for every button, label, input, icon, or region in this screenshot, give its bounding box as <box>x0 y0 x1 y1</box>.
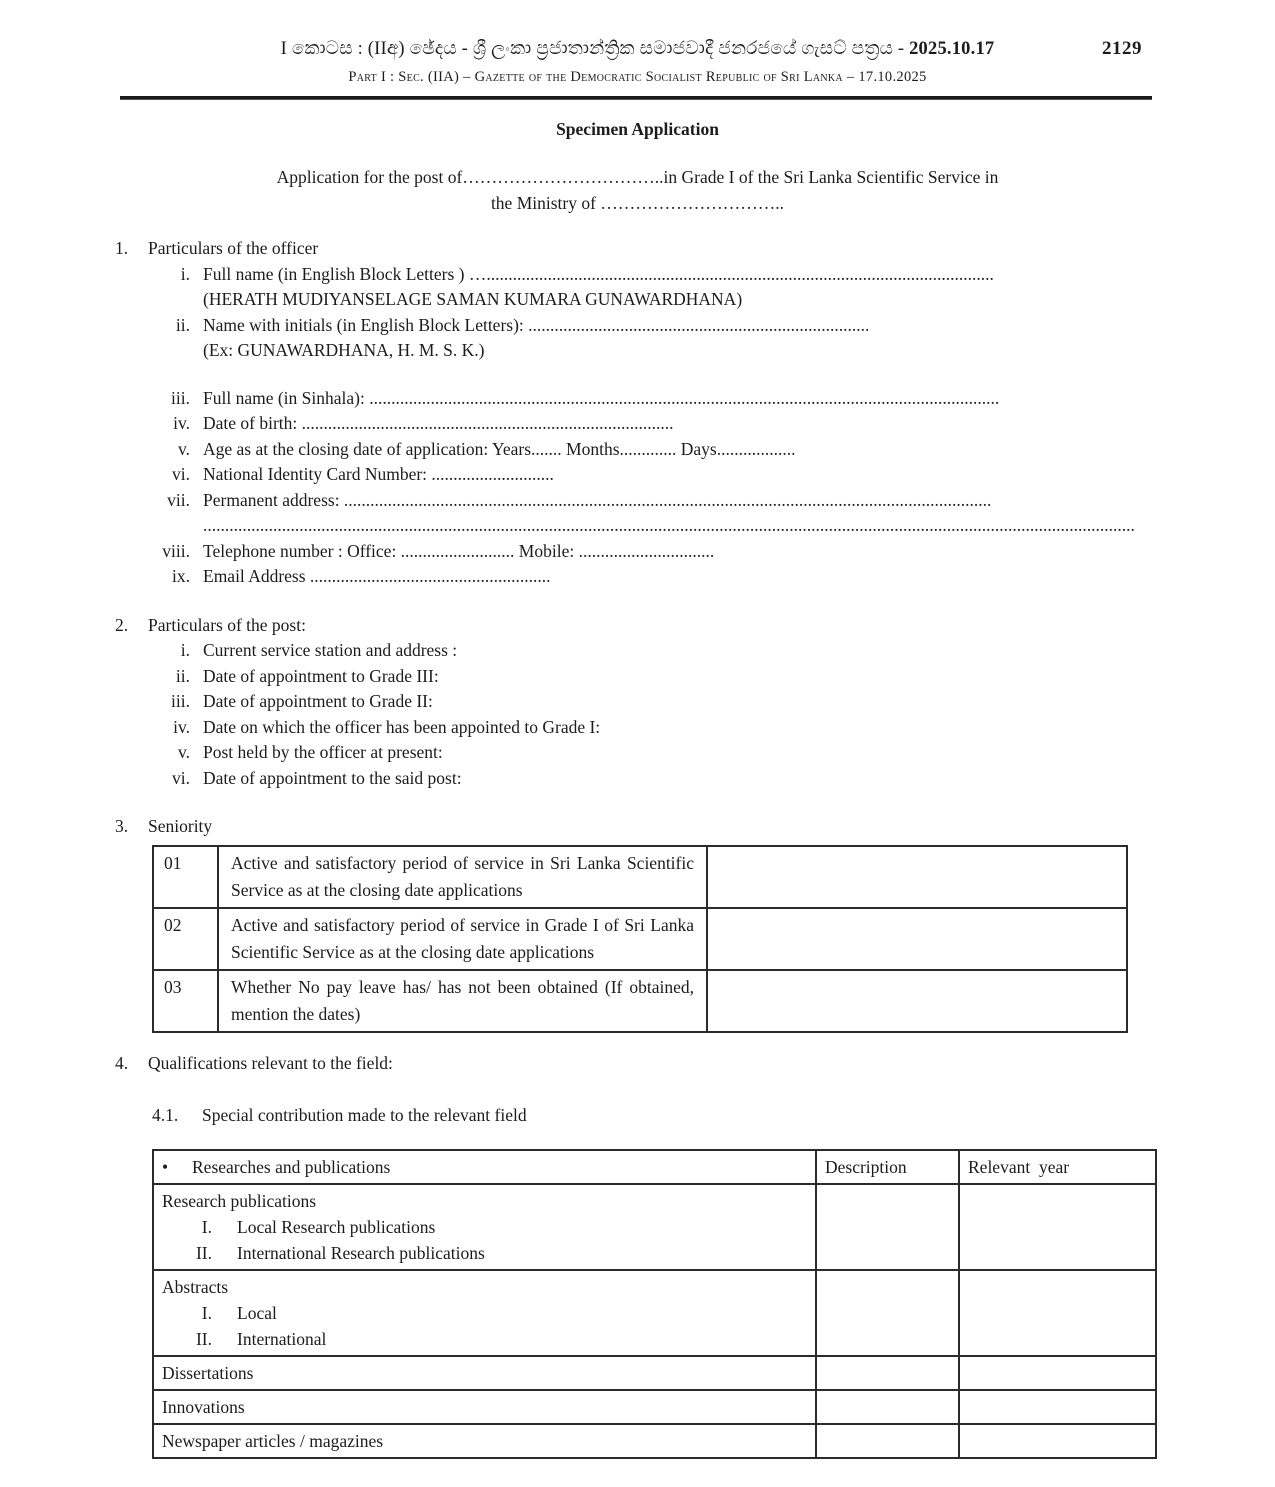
nic-field: National Identity Card Number: ............................ <box>203 464 554 484</box>
officer-item-full-name-sinhala: iii. Full name (in Sinhala): ................................................................................................................................................ <box>115 386 1155 412</box>
officer-item-name-with-initials: ii. Name with initials (in English Block Letters): .............................................................................. (Ex: GUNAWARDHANA, H. M. S. K.) <box>115 313 1155 364</box>
section-3-title: Seniority <box>148 816 213 836</box>
post-item-current-post: v. Post held by the officer at present: <box>178 742 443 762</box>
full-name-field: Full name (in English Block Letters ) ….................................................................................................................... <box>203 263 994 284</box>
intro-paragraph <box>0 164 1275 216</box>
header-sinhala-text: I කොටස : (IIඅ) ඡේදය - ශ්‍රී ලංකා ප්‍රජාතාන්ත්‍රික සමාජවාදී ජනරජයේ ගැසට් පත්‍රය - <box>280 39 910 59</box>
qual-row-description-cell <box>816 1184 959 1270</box>
qual-row-item-cell <box>153 1270 816 1356</box>
seniority-row-description: Active and satisfactory period of service in Grade I of Sri Lanka Scientific Service as at the closing date applications <box>218 908 707 970</box>
section-seniority <box>115 814 1155 1033</box>
qual-subitem: II. International <box>195 1328 327 1349</box>
qual-table-header-row <box>153 1150 1156 1184</box>
section-2-number: 2. <box>115 614 129 635</box>
telephone-field: Telephone number : Office: .......................... Mobile: ............................... <box>203 540 715 561</box>
officer-item-full-name: i. Full name (in English Block Letters ) ….................................................................................................................... (HERATH MUDIYANSELAGE SAMAN KUMARA GUNAWARDHANA) <box>115 262 1155 313</box>
seniority-row-value-cell <box>707 970 1127 1032</box>
section-qualifications <box>115 1051 1155 1459</box>
section-particulars-of-officer <box>115 236 1155 590</box>
section-4-title: Qualifications relevant to the field: <box>148 1052 393 1073</box>
qual-subitem: I. Local Research publications <box>201 1216 436 1237</box>
header-sinhala-date: 2025.10.17 <box>909 39 995 59</box>
section-3-heading <box>115 814 1155 840</box>
header-english-line: Part I : Sec. (IIA) – Gazette of the Democratic Socialist Republic of Sri Lanka – 17.10.2025 <box>348 69 927 85</box>
post-item-grade1-date: iv. Date on which the officer has been appointed to Grade I: <box>173 716 601 737</box>
qual-row-dissertations <box>153 1356 1156 1390</box>
qual-row-item-cell <box>153 1184 816 1270</box>
qual-row-title: Research publications <box>162 1190 317 1211</box>
bullet-icon: • <box>162 1156 169 1177</box>
section-particulars-of-post <box>115 613 1155 792</box>
seniority-row-number: 02 <box>153 908 218 970</box>
qual-row-year-cell <box>959 1424 1156 1458</box>
qual-row-description-cell <box>816 1390 959 1424</box>
post-item-service-station: i. Current service station and address : <box>180 640 458 660</box>
name-initials-field: Name with initials (in English Block Letters): .............................................................................. <box>203 314 870 335</box>
page-number: 2129 <box>1102 38 1142 59</box>
post-item-grade3-date: ii. Date of appointment to Grade III: <box>175 665 439 686</box>
seniority-row-03 <box>153 970 1127 1032</box>
full-name-example: (HERATH MUDIYANSELAGE SAMAN KUMARA GUNAWARDHANA) <box>203 289 743 309</box>
section-1-number: 1. <box>115 238 129 258</box>
header-sinhala-line <box>0 36 1275 62</box>
officer-item-telephone: viii. Telephone number : Office: .......................... Mobile: ............................... <box>115 539 1155 565</box>
section-1-title: Particulars of the officer <box>148 238 319 258</box>
section-4-1-title: Special contribution made to the relevant field <box>202 1105 527 1125</box>
qual-row-innovations <box>153 1390 1156 1424</box>
document-title: Specimen Application <box>556 119 719 139</box>
qual-row-item-cell <box>153 1356 816 1390</box>
age-field: Age as at the closing date of application: Years....... Months............. Days.................. <box>203 438 796 459</box>
seniority-row-02 <box>153 908 1127 970</box>
seniority-row-description: Whether No pay leave has/ has not been obtained (If obtained, mention the dates) <box>218 970 707 1032</box>
qual-row-description-cell <box>816 1270 959 1356</box>
seniority-row-number: 01 <box>153 846 218 908</box>
full-name-sinhala-field: Full name (in Sinhala): ................................................................................................................................................ <box>203 387 1000 408</box>
seniority-row-01 <box>153 846 1127 908</box>
qual-row-year-cell <box>959 1270 1156 1356</box>
researches-publications-table <box>152 1149 1157 1459</box>
officer-item-permanent-address: vii. Permanent address: .................................................................................................................................................... ..................................................................................................................................................................................................................... <box>115 488 1155 539</box>
intro-line-1: Application for the post of……………………………..in Grade I of the Sri Lanka Scientific Service in <box>276 167 999 187</box>
seniority-row-description: Active and satisfactory period of service in Sri Lanka Scientific Service as at the closing date applications <box>218 846 707 908</box>
header-rule <box>120 96 1152 100</box>
section-2-title: Particulars of the post: <box>148 614 306 635</box>
permanent-address-field-line2: ..................................................................................................................................................................................................................... <box>203 515 1135 535</box>
section-4-number: 4. <box>115 1052 129 1073</box>
page-header <box>0 0 1275 100</box>
qual-row-title: Innovations <box>162 1396 245 1417</box>
seniority-row-value-cell <box>707 908 1127 970</box>
post-item-grade2-date: iii. Date of appointment to Grade II: <box>171 691 433 711</box>
seniority-table <box>152 845 1128 1033</box>
qual-row-title: Dissertations <box>162 1362 254 1383</box>
qual-row-year-cell <box>959 1184 1156 1270</box>
qual-row-item-cell <box>153 1424 816 1458</box>
seniority-row-value-cell <box>707 846 1127 908</box>
date-of-birth-field: Date of birth: ..................................................................................... <box>203 413 674 433</box>
permanent-address-field: Permanent address: .................................................................................................................................................... <box>203 489 992 510</box>
qual-row-year-cell <box>959 1356 1156 1390</box>
qual-row-title: Newspaper articles / magazines <box>162 1430 384 1451</box>
section-2-heading <box>115 613 1155 639</box>
qual-row-year-cell <box>959 1390 1156 1424</box>
section-4-heading <box>115 1051 1155 1077</box>
officer-item-age: v. Age as at the closing date of application: Years....... Months............. Days.................. <box>115 437 1155 463</box>
seniority-row-number: 03 <box>153 970 218 1032</box>
qual-row-description-cell <box>816 1356 959 1390</box>
officer-item-date-of-birth: iv. Date of birth: ..................................................................................... <box>115 411 1155 437</box>
qual-row-description-cell <box>816 1424 959 1458</box>
section-4-1-number: 4.1. <box>152 1105 179 1125</box>
qual-header-relevant-year: Relevant year <box>959 1150 1156 1184</box>
qual-subitem: II. International Research publications <box>195 1242 485 1263</box>
post-item-said-post-date: vi. Date of appointment to the said post: <box>172 767 462 788</box>
qual-row-title: Abstracts <box>162 1276 229 1297</box>
section-3-number: 3. <box>115 816 129 836</box>
qual-row-research-publications <box>153 1184 1156 1270</box>
officer-item-nic: vi. National Identity Card Number: ............................ <box>115 462 1155 488</box>
intro-line-2: the Ministry of ………………………….. <box>490 193 785 213</box>
name-initials-example: (Ex: GUNAWARDHANA, H. M. S. K.) <box>203 340 485 360</box>
qual-subitem: I. Local <box>201 1302 277 1323</box>
qual-header-description: Description <box>816 1150 959 1184</box>
email-field: Email Address ....................................................... <box>203 566 551 586</box>
qual-row-item-cell <box>153 1390 816 1424</box>
qual-header-item: • Researches and publications <box>153 1150 816 1184</box>
officer-item-email: ix. Email Address ....................................................... <box>115 564 1155 590</box>
section-1-heading <box>115 236 1155 262</box>
qual-row-newspaper-articles <box>153 1424 1156 1458</box>
qual-row-abstracts <box>153 1270 1156 1356</box>
section-4-1-heading <box>152 1103 1155 1129</box>
